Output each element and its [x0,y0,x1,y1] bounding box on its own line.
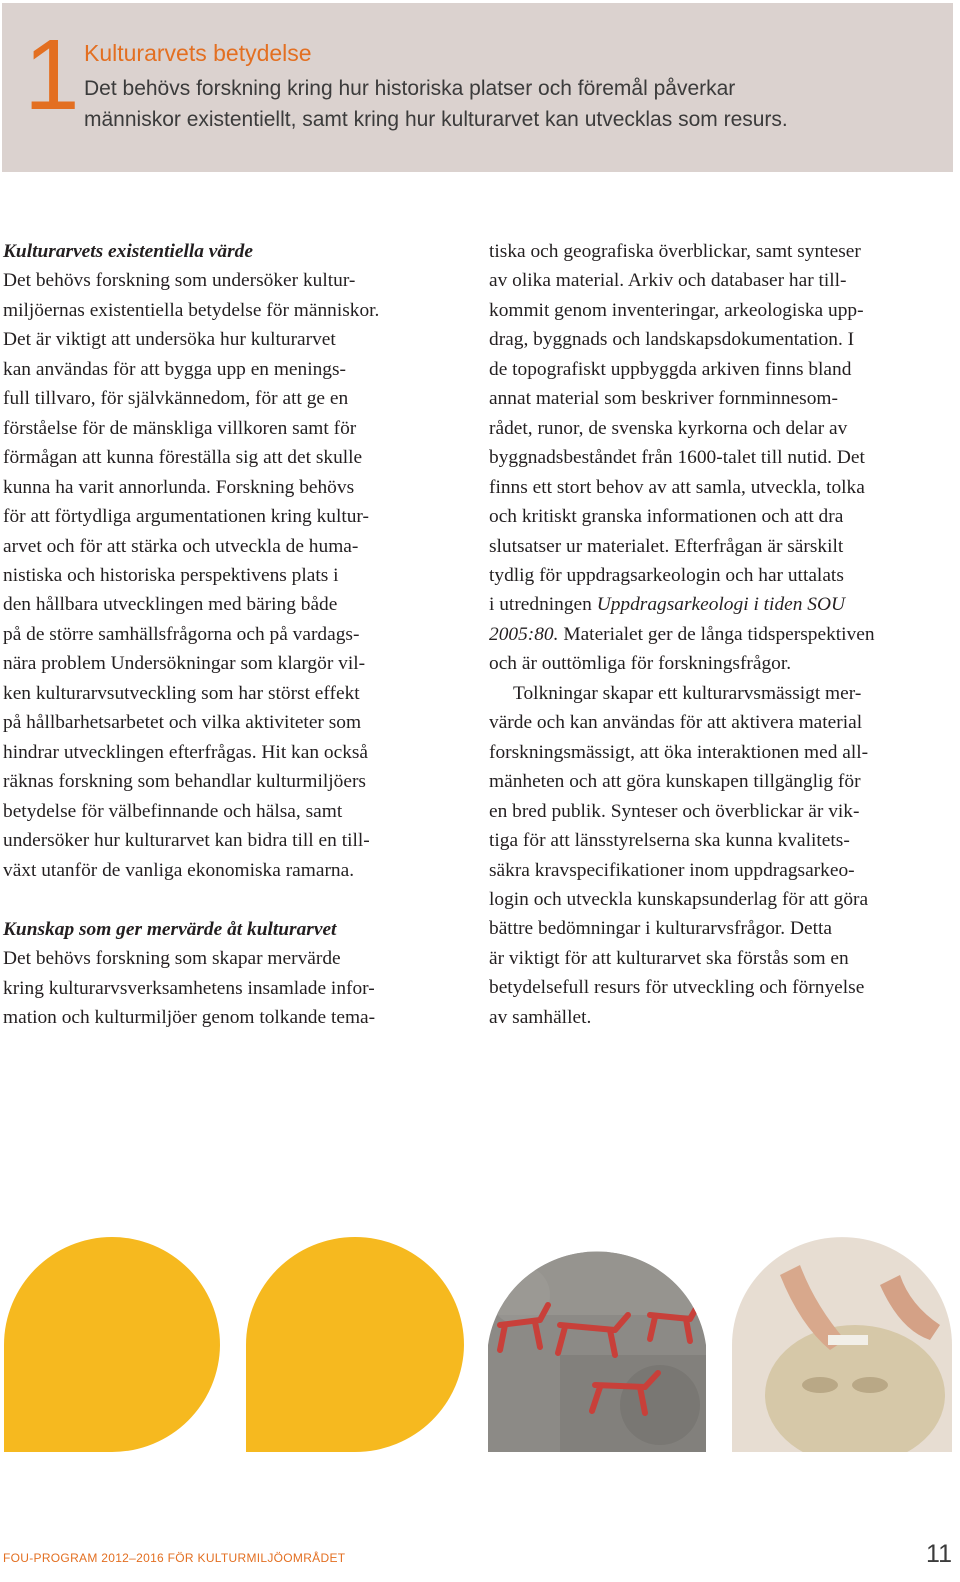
text-line: miljöernas existentiella betydelse för människor. [3,299,380,321]
text-line: login och utveckla kunskapsunderlag för att göra [489,888,869,910]
ref-suffix: Materialet ger de långa tidsperspektiven [558,623,875,645]
text-line: tiska och geografiska överblickar, samt synteser [489,241,861,262]
text-line: och kritiskt granska informationen och att dra [489,506,844,528]
text-line: byggnadsbeståndet från 1600-talet till nutid. Det [489,447,865,469]
body-text-end [489,649,959,678]
text-line: av olika material. Arkiv och databaser har till- [489,270,847,292]
text-line: drag, byggnads och landskapsdokumentation. I [489,329,855,351]
right-column [489,237,959,1032]
section-body-existential [3,266,453,885]
text-line: undersöker hur kulturarvet kan bidra till en till- [3,830,370,852]
text-line: på hållbarhetsarbetet och vilka aktiviteter som [3,712,362,734]
text-line: och är outtömliga för forskningsfrågor. [489,653,792,675]
section-body-added-value [3,944,453,1032]
body-text-continued [489,237,959,590]
text-line: för att förtydliga argumentationen kring kultur- [3,506,369,528]
chapter-title: Kulturarvets betydelse [84,40,312,66]
text-line: räknas forskning som behandlar kulturmiljöers [3,771,366,793]
text-line: mänheten och att göra kunskapen tillgänglig för [489,771,861,793]
text-line: betydelse för välbefinnande och hälsa, samt [3,800,343,822]
text-line: kommit genom inventeringar, arkeologiska upp- [489,299,864,321]
subtitle-line: Det behövs forskning kring hur historiska platser och föremål påverkar [84,77,736,100]
text-line: annat material som beskriver fornminnesom- [489,388,838,410]
text-line: tiga för att länsstyrelserna ska kunna kvalitets- [489,830,850,852]
image-strip [0,1235,960,1455]
text-line: är viktigt för att kulturarvet ska förstås som en [489,947,849,969]
chapter-number: 1 [24,19,76,131]
text-line: betydelsefull resurs för utveckling och förnyelse [489,977,865,999]
text-line: förståelse för de mänskliga villkoren samt för [3,417,357,439]
text-line: arvet och för att stärka och utveckla de huma- [3,535,359,557]
paragraph-interpretations [489,679,959,1032]
text-line: nära problem Undersökningar som klargör vil- [3,653,366,675]
left-column [3,237,453,1033]
text-line: på de större samhällsfrågorna och på vardags- [3,623,360,645]
ref-title-italic: Uppdragsarkeologi i tiden SOU [596,594,845,616]
text-line: rådet, runor, de svenska kyrkorna och delar av [489,417,848,439]
yellow-shape-middle [246,1237,464,1452]
text-line: full tillvaro, för självkännedom, för att ge en [3,388,349,410]
yellow-shape-left [4,1237,220,1452]
header-banner [2,3,953,172]
text-line: kring kulturarvsverksamhetens insamlade infor- [3,977,375,999]
text-line: kunna ha varit annorlunda. Forskning behövs [3,476,355,498]
ref-prefix: i utredningen [489,594,597,616]
text-line: Det behövs forskning som undersöker kultur- [3,270,356,292]
artifact-restoration-photo [732,1235,952,1455]
subtitle-line: människor existentiellt, samt kring hur kulturarvet kan utvecklas som resurs. [84,108,788,131]
rock-carving-photo [488,1235,706,1455]
text-line: hindrar utvecklingen efterfrågas. Hit kan också [3,741,369,763]
text-line: förmågan att kunna föreställa sig att det skulle [3,447,363,469]
text-line: bättre bedömningar i kulturarvsfrågor. Detta [489,918,832,940]
text-line: den hållbara utvecklingen med bäring både [3,594,338,616]
text-line: forskningsmässigt, att öka interaktionen med all- [489,741,869,763]
text-line: mation och kulturmiljöer genom tolkande tema- [3,1007,376,1029]
text-line: en bred publik. Synteser och överblickar är vik- [489,800,860,822]
chapter-subtitle [84,73,944,135]
text-line: växt utanför de vanliga ekonomiska ramarna. [3,859,355,881]
text-line: kan användas för att bygga upp en menings- [3,358,347,380]
section-heading-added-value: Kunskap som ger mervärde åt kulturarvet [3,918,337,940]
text-line-reference [489,590,959,619]
text-line: Det är viktigt att undersöka hur kulturarvet [3,329,336,351]
page-number: 11 [926,1540,952,1568]
text-line: slutsatser ur materialet. Efterfrågan är särskilt [489,535,844,557]
text-line: de topografiskt uppbyggda arkiven finns bland [489,358,852,380]
footer-program-label: FOU-PROGRAM 2012–2016 FÖR KULTURMILJÖOMRÅDET [3,1551,346,1565]
text-line: tydlig för uppdragsarkeologin och har uttalats [489,564,844,586]
text-line: Det behövs forskning som skapar mervärde [3,948,341,970]
ref-number-italic: 2005:80. [489,623,559,645]
text-line: finns ett stort behov av att samla, utveckla, tolka [489,476,865,498]
text-line: nistiska och historiska perspektivens plats i [3,564,339,586]
text-line: säkra kravspecifikationer inom uppdragsarkeo- [489,859,855,881]
text-line: ken kulturarvsutveckling som har störst effekt [3,682,360,704]
text-line-reference-2 [489,620,959,649]
text-line: värde och kan användas för att aktivera material [489,712,863,734]
section-heading-existential: Kulturarvets existentiella värde [3,241,253,262]
text-line: Tolkningar skapar ett kulturarvsmässigt mer- [513,682,862,704]
text-line: av samhället. [489,1006,592,1028]
